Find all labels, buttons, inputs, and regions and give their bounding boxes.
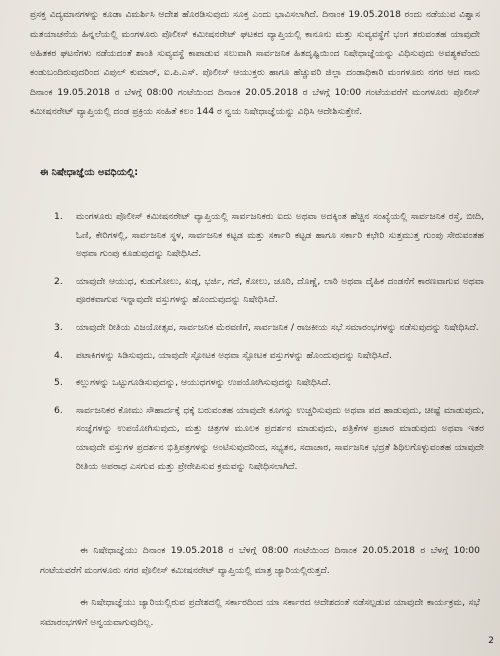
page-number: 2 <box>488 636 494 646</box>
list-item-number: 1. <box>54 211 63 222</box>
list-item-number: 5. <box>54 377 63 389</box>
list-item <box>54 319 484 338</box>
list-item <box>54 374 484 393</box>
list-item-number: 6. <box>54 404 63 416</box>
list-item <box>54 273 484 310</box>
intro-paragraph: ಪ್ರಸಕ್ತ ವಿದ್ಯಮಾನಗಳನ್ನು ಕೂಡಾ ವಿಮರ್ಶಿಸಿ ಆದೇಶ ಹೊರಡಿಸುವುದು ಸೂಕ್ತ ಎಂದು ಭಾವಿಸಲಾಗಿದೆ. ದಿನಾಂಕ 19.05.2018 ರಂದು ನಡೆಯುವ ವಿಶ್ವಾಸ ಮತಯಾಚನೆಯ ಹಿನ್ನಲೆಯಲ್ಲಿ ಮಂಗಳೂರು ಪೊಲೀಸ್ ಕಮೀಷನರೇಟ್ ಘಟಕದ ವ್ಯಾಪ್ತಿಯಲ್ಲಿ ಕಾನೂನು ಮತ್ತು ಸುವ್ಯವಸ್ಥೆಗೆ ಭಂಗ ತರುವಂತಹ ಯಾವುದೇ ಅಹಿತಕರ ಘಟನೆಗಳು ನಡೆಯದಂತೆ ಶಾಂತಿ ಸುವ್ಯವಸ್ಥೆ ಕಾಪಾಡುವ ಸಲುವಾಗಿ ಸಾರ್ವಜನಿಕ ಹಿತದೃಷ್ಟಿಯಿಂದ ನಿಷೇಧಾಜ್ಞೆಯನ್ನು ವಿಧಿಸುವುದು ಅವಶ್ಯಕವೆಂದು ಕಂಡುಬಂದಿರುವುದರಿಂದ ವಿಪುಲ್ ಕುಮಾರ್, ಐ.ಪಿ.ಎಸ್. ಪೊಲೀಸ್ ಆಯುಕ್ತರು ಹಾಗೂ ಹೆಚ್ಚುವರಿ ಜಿಲ್ಲಾ ದಂಡಾಧಿಕಾರಿ ಮಂಗಳೂರು ನಗರ ಆದ ನಾನು ದಿನಾಂಕ 19.05.2018 ರ ಬೆಳಗ್ಗೆ 08:00 ಗಂಟೆಯಿಂದ ದಿನಾಂಕ 20.05.2018 ರ ಬೆಳಗ್ಗೆ 10:00 ಗಂಟೆಯವರೆಗೆ ಮಂಗಳೂರು ಪೊಲೀಸ್ ಕಮೀಷನರೇಟ್ ವ್ಯಾಪ್ತಿಯಲ್ಲಿ ದಂಡ ಪ್ರಕ್ರಿಯ ಸಂಹಿತೆ ಕಲಂ 144 ರ ನ್ವಯ ನಿಷೇಧಾಜ್ಞೆಯನ್ನು ವಿಧಿಸಿ ಆದೇಶಿಸುತ್ತೇನೆ. <box>30 9 480 118</box>
list-item-number: 2. <box>54 275 63 287</box>
list-item <box>54 347 484 366</box>
list-item-number: 3. <box>54 321 63 333</box>
list-item-text: ಮಂಗಳೂರು ಪೊಲೀಸ್ ಕಮೀಷನರೇಟ್ ವ್ಯಾಪ್ತಿಯಲ್ಲಿ ಸಾರ್ವಜನಿಕರು ಐದು ಅಥವಾ ಅದಕ್ಕಿಂತ ಹೆಚ್ಚಿನ ಸಂಖ್ಯೆಯಲ್ಲಿ ಸಾರ್ವಜನಿಕ ರಸ್ತೆ, ಬೀದಿ, ಓಣಿ, ಕೇರಿಗಳಲ್ಲಿ, ಸಾರ್ವಜನಿಕ ಸ್ಥಳ, ಸಾರ್ವಜನಿಕ ಕಟ್ಟಡ ಮತ್ತು ಸರ್ಕಾರಿ ಕಟ್ಟಡ ಹಾಗೂ ಸರ್ಕಾರಿ ಕಛೇರಿ ಸುತ್ತಮುತ್ತ ಗುಂಪು ಸೇರುವಂತಹ ಅಥವಾ ಗುಂಪು ಕೂಡುವುದನ್ನು ನಿಷೇಧಿಸಿದೆ. <box>76 211 484 260</box>
duration-paragraph: ಈ ನಿಷೇಧಾಜ್ಞೆಯು ದಿನಾಂಕ 19.05.2018 ರ ಬೆಳಗ್ಗೆ 08:00 ಗಂಟೆಯಿಂದ ದಿನಾಂಕ 20.05.2018 ರ ಬೆಳಗ್ಗೆ 10:00 ಗಂಟೆಯವರೆಗೆ ಮಂಗಳೂರು ನಗರ ಪೊಲೀಸ್ ಕಮೀಷನರೇಟ್ ವ್ಯಾಪ್ತಿಯಲ್ಲಿ ಮಾತ್ರ ಜ್ಯಾರಿಯಲ್ಲಿರುತ್ತದೆ. <box>40 545 480 576</box>
section-heading: ಈ ನಿಷೇಧಾಜ್ಞೆಯ ಅವಧಿಯಲ್ಲಿ: <box>40 167 139 178</box>
list-item-text: ಯಾವುದೇ ರೀತಿಯ ವಿಜಯೋತ್ಸವ, ಸಾರ್ವಜನಿಕ ಮೆರವಣಿಗೆ, ಸಾರ್ವಜನಿಕ / ರಾಜಕೀಯ ಸಭೆ ಸಮಾರಂಭಗಳನ್ನು ನಡೆಸುವುದನ್ನು ನಿಷೇಧಿಸಿದೆ. <box>76 321 479 333</box>
list-item-text: ಪಟಾಕಿಗಳನ್ನು ಸಿಡಿಸುವುದು, ಯಾವುದೇ ಸ್ಫೋಟಕ ಅಥವಾ ಸ್ಪೋಟಕ ವಸ್ತುಗಳನ್ನು ಹೊಂದುವುದನ್ನು ನಿಷೇಧಿಸಿದೆ. <box>76 349 392 361</box>
list-item-text: ಕಲ್ಲುಗಳನ್ನು ಒಟ್ಟುಗೂಡಿಸುವುದನ್ನು, ಆಯುಧಗಳನ್ನು ಉಪಯೋಗಿಸುವುದನ್ನು ನಿಷೇಧಿಸಿದೆ. <box>76 377 332 389</box>
exemption-paragraph: ಈ ನಿಷೇಧಾಜ್ಞೆಯು ಜ್ಯಾರಿಯಲ್ಲಿರುವ ಪ್ರದೇಶದಲ್ಲಿ ಸರ್ಕಾರದಿಂದ ಯಾ ಸರ್ಕಾರದ ಆದೇಶದಂತೆ ನಡೆಸಲ್ಪಡುವ ಯಾವುದೇ ಕಾರ್ಯಕ್ರಮ, ಸಭೆ ಸಮಾರಂಭಗಳಿಗೆ ಅನ್ವಯವಾಗುವುದಿಲ್ಲ. <box>40 597 480 628</box>
list-item-number: 4. <box>54 349 63 361</box>
list-item-text: ಸಾರ್ವಜನಿಕರ ಕೋಮು ಸೌಹಾರ್ದಕ್ಕೆ ಧಕ್ಕೆ ಬರುವಂತಹ ಯಾವುದೇ ಕೂಗನ್ನು ಉಚ್ಚರಿಸುವುದು ಅಥವಾ ಪದ ಹಾಡುವುದು, ಚೀಷ್ಟೆ ಮಾಡುವುದು, ಸಂಜ್ಞೆಗಳನ್ನು ಉಪಯೋಗಿಸುವುದು, ಮತ್ತು ಚಿತ್ರಗಳ ಮೂಲಕ ಪ್ರದರ್ಶನ ಮಾಡುವುದು, ಪತ್ರಿಕೆಗಳ ಪ್ರಚಾರ ಮಾಡುವುದು ಅಥವಾ ಇತರ ಯಾವುದೇ ವಸ್ತುಗಳ ಪ್ರದರ್ಶನ ಭಿತ್ತಿಪತ್ರಗಳನ್ನು ಅಂಟಿಸುವುದರಿಂದ, ಸಭ್ಯತನ, ಸದಾಚಾರ, ಸಾರ್ವಜನಿಕ ಭದ್ರತೆ ಶಿಥಿಲಗೊಳ್ಳುವಂತಹ ಯಾವುದೇ ರೀತಿಯ ಅಪರಾಧ ಎಸಗುವ ಮತ್ತು ಪ್ರೇರೇಪಿಸುವ ಕ್ರಮವನ್ನು ನಿಷೇಧಿಸಲಾಗಿದೆ. <box>76 404 484 472</box>
list-item <box>54 208 484 264</box>
list-item <box>54 402 484 476</box>
list-item-text: ಯಾವುದೇ ಆಯುಧ, ಕುಡುಗೋಲು, ಖಡ್ಗ, ಭರ್ಜಿ, ಗದೆ, ಕೋಲು, ಚೂರಿ, ದೊಣ್ಣೆ, ಲಾಠಿ ಅಥವಾ ದೈಹಿಕ ದಂಡನೆಗೆ ಕಾರಣವಾಗುವ ಅಥವಾ ಪೂರಕವಾಗುವ ಇನ್ನಾವುದೇ ವಸ್ತುಗಳನ್ನು ಹೊಂದುವುದನ್ನು ನಿಷೇಧಿಸಿದೆ. <box>76 275 484 306</box>
restrictions-list <box>54 208 484 485</box>
